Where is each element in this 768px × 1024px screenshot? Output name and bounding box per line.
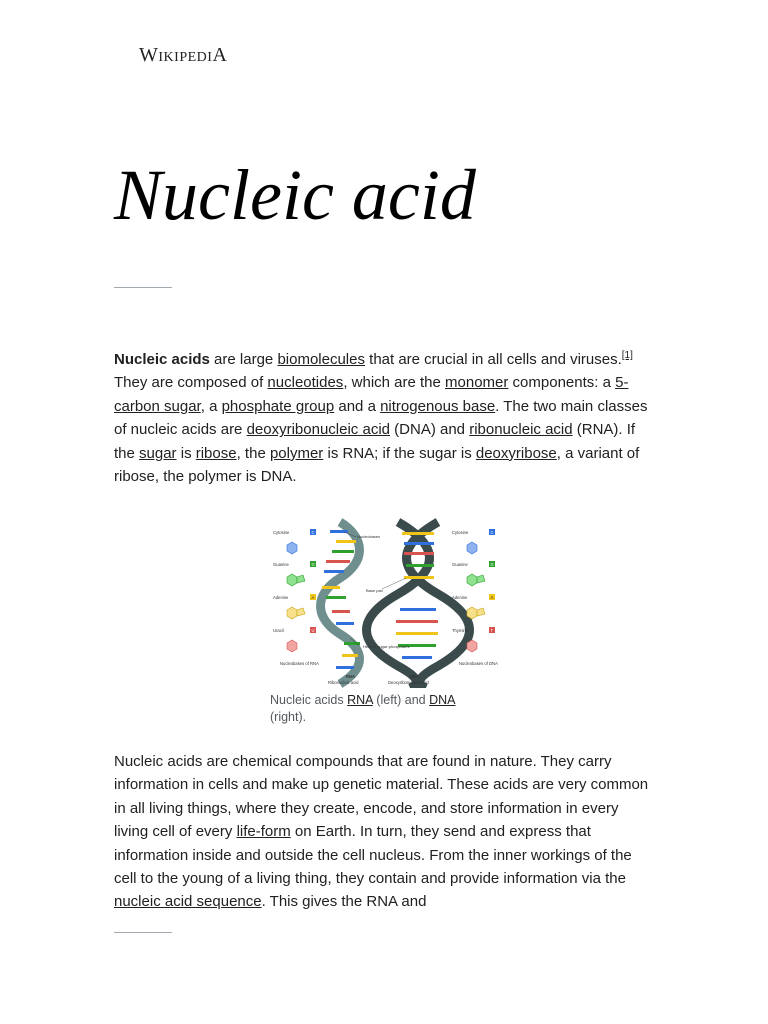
section-divider <box>114 932 172 933</box>
link-ribonucleic-acid[interactable]: ribonucleic acid <box>469 421 573 439</box>
rna-dna-figure[interactable] <box>270 518 500 688</box>
caption-link-rna[interactable]: RNA <box>347 693 373 707</box>
dna-strand-1 <box>367 522 430 688</box>
label-dna: DNA <box>410 674 420 679</box>
svg-text:A: A <box>490 595 494 600</box>
label-ribonucleic-acid: Ribonucleic acid <box>328 680 359 685</box>
intro-paragraph: Nucleic acids are large biomolecules that are crucial in all cells and viruses.[1] They are composed of nucleotides, which are the monomer components: a 5-carbon sugar, a phosphate group and a nitrogenous base. The two main classes of nucleic acids are deoxyribonucleic acid (DNA) and ribonucleic acid (RNA). If the sugar is ribose, the polymer is RNA; if the sugar is deoxyribose, a variant of ribose, the polymer is DNA. <box>114 350 648 486</box>
rna-dna-diagram <box>270 518 500 688</box>
link-nitrogenous-base[interactable]: nitrogenous base <box>380 397 496 415</box>
svg-text:C: C <box>311 530 315 535</box>
svg-text:T: T <box>490 628 494 633</box>
link-polymer[interactable]: polymer <box>269 444 324 462</box>
reference-1[interactable]: [1] <box>621 350 633 361</box>
link-deoxyribonucleic-acid[interactable]: deoxyribonucleic acid <box>246 421 390 439</box>
svg-text:G: G <box>490 562 494 567</box>
link-nucleic-acid-sequence[interactable]: nucleic acid sequence <box>114 893 262 911</box>
bold-term: Nucleic acids <box>114 351 210 368</box>
link-sugar[interactable]: sugar <box>139 444 177 462</box>
svg-text:G: G <box>311 562 315 567</box>
page-title: Nucleic acid <box>114 155 476 235</box>
wikipedia-logo[interactable] <box>139 44 227 67</box>
label-thymine: Thymine <box>452 628 469 633</box>
link-deoxyribose[interactable]: deoxyribose <box>475 444 557 462</box>
link-phosphate-group[interactable]: phosphate group <box>221 397 335 415</box>
svg-text:U: U <box>311 628 315 633</box>
body-paragraph: Nucleic acids are chemical compounds that are found in nature. They carry information in cells and make up genetic material. These acids are very common in all living things, where they create, encode, and store information in every living cell of every life-form on Earth. In turn, they send and express that information inside and outside the cell nucleus. From the inner workings of the cell to the young of a living thing, they contain and provide information via the nucleic acid sequence. This gives the RNA and <box>114 753 649 911</box>
label-deoxyribonucleic-acid: Deoxyribonucleic acid <box>388 680 429 685</box>
caption-link-dna[interactable]: DNA <box>429 693 456 707</box>
figure-caption: Nucleic acids RNA (left) and DNA (right). <box>270 693 456 724</box>
label-nucleobases-rna: Nucleobases of RNA <box>280 661 319 666</box>
label-uracil: Uracil <box>273 628 284 633</box>
link-nucleotides[interactable]: nucleotides <box>267 374 344 392</box>
label-rna: RNA <box>346 674 356 679</box>
logo-text-last: A <box>212 44 228 66</box>
label-cytosine-dna: Cytosine <box>452 530 469 535</box>
svg-text:C: C <box>490 530 494 535</box>
label-guanine-rna: Guanine <box>273 562 289 567</box>
link-biomolecules[interactable]: biomolecules <box>277 351 365 368</box>
label-adenine-rna: Adenine <box>273 595 289 600</box>
label-cytosine-rna: Cytosine <box>273 530 290 535</box>
label-helix: Helix of sugar-phosphates <box>363 644 410 649</box>
link-5-carbon-sugar[interactable]: 5-carbon sugar <box>114 374 629 415</box>
label-guanine-dna: Guanine <box>452 562 468 567</box>
label-nucleobases: Nucleobases <box>357 534 381 539</box>
label-nucleobases-dna: Nucleobases of DNA <box>459 661 498 666</box>
link-ribose[interactable]: ribose <box>195 444 237 462</box>
link-life-form[interactable]: life-form <box>236 823 291 841</box>
label-base-pair: Base pair <box>366 588 383 593</box>
svg-text:A: A <box>311 595 315 600</box>
title-divider <box>114 287 172 288</box>
logo-text-first: W <box>139 44 159 66</box>
label-adenine-dna: Adenine <box>452 595 468 600</box>
logo-text-middle: IKIPEDI <box>158 50 213 65</box>
rna-backbone <box>321 522 360 684</box>
link-monomer[interactable]: monomer <box>445 374 509 392</box>
